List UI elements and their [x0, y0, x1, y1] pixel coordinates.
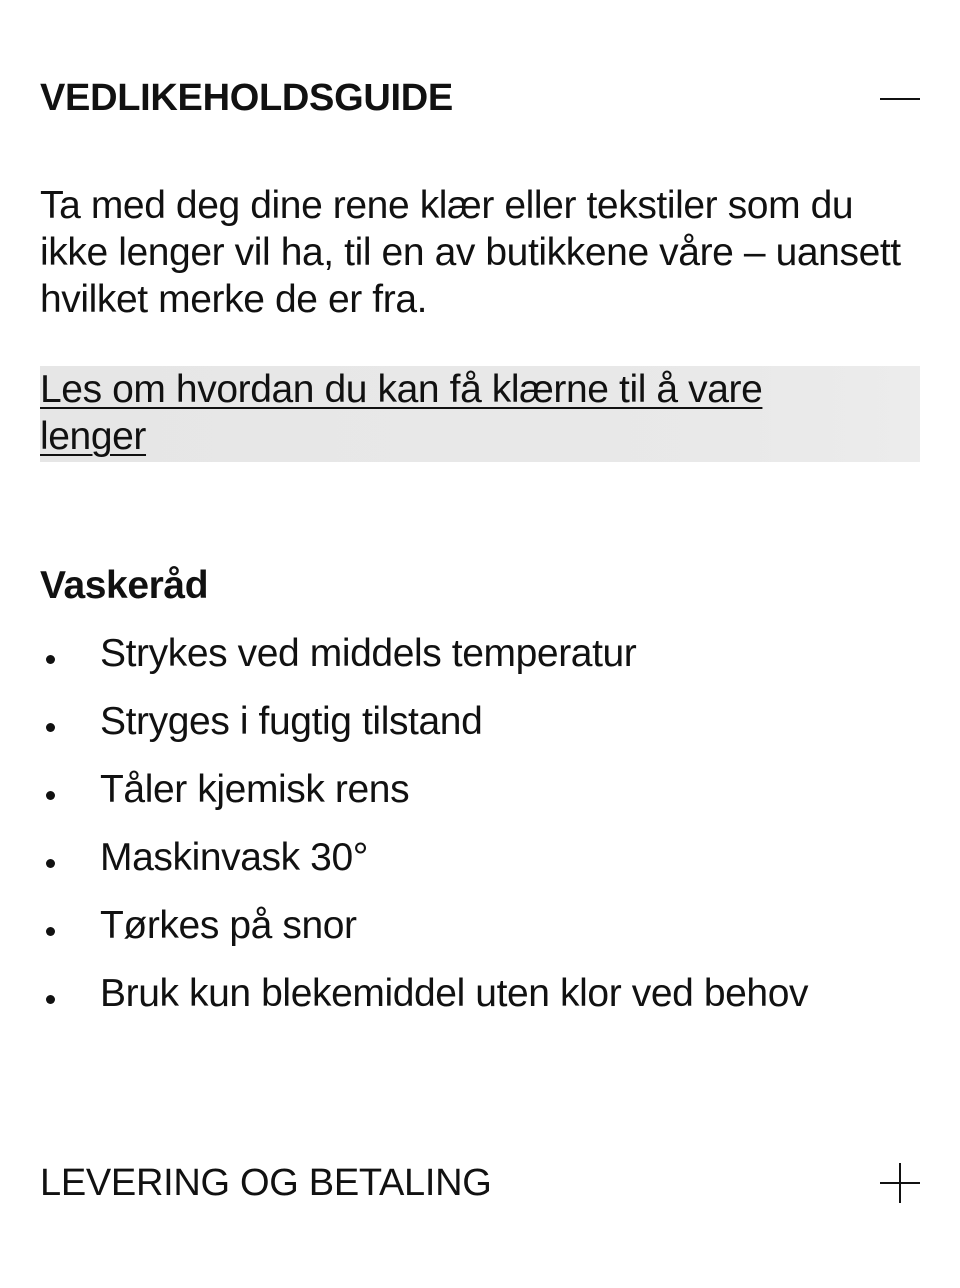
list-item — [40, 760, 920, 828]
list-item — [40, 896, 920, 964]
bullet-icon — [46, 723, 55, 732]
list-item — [40, 624, 920, 692]
list-item — [40, 964, 920, 1032]
list-item-text: Strykes ved middels temperatur — [100, 632, 637, 675]
care-guide-title: VEDLIKEHOLDSGUIDE — [40, 77, 453, 119]
list-item-text: Maskinvask 30° — [100, 836, 368, 879]
plus-icon[interactable] — [880, 1163, 920, 1203]
list-item-text: Bruk kun blekemiddel uten klor ved behov — [100, 972, 809, 1015]
washing-advice-list — [40, 624, 920, 1032]
care-longevity-link[interactable]: Les om hvordan du kan få klærne til å vare lenger — [40, 368, 763, 458]
minus-icon[interactable] — [880, 78, 920, 118]
washing-advice-heading: Vaskeråd — [40, 564, 209, 607]
delivery-payment-title: LEVERING OG BETALING — [40, 1162, 492, 1204]
list-item — [40, 692, 920, 760]
bullet-icon — [46, 995, 55, 1004]
delivery-payment-accordion-header[interactable] — [40, 1153, 920, 1213]
list-item-text: Tåler kjemisk rens — [100, 768, 410, 811]
bullet-icon — [46, 859, 55, 868]
bullet-icon — [46, 791, 55, 800]
list-item — [40, 828, 920, 896]
bullet-icon — [46, 927, 55, 936]
bullet-icon — [46, 655, 55, 664]
list-item-text: Tørkes på snor — [100, 904, 357, 947]
care-intro-text: Ta med deg dine rene klær eller tekstiler som du ikke lenger vil ha, til en av butikkene våre – uansett hvilket merke de er fra. — [40, 184, 901, 321]
care-link-box — [40, 366, 920, 462]
care-guide-accordion-header[interactable] — [40, 68, 920, 128]
list-item-text: Stryges i fugtig tilstand — [100, 700, 483, 743]
